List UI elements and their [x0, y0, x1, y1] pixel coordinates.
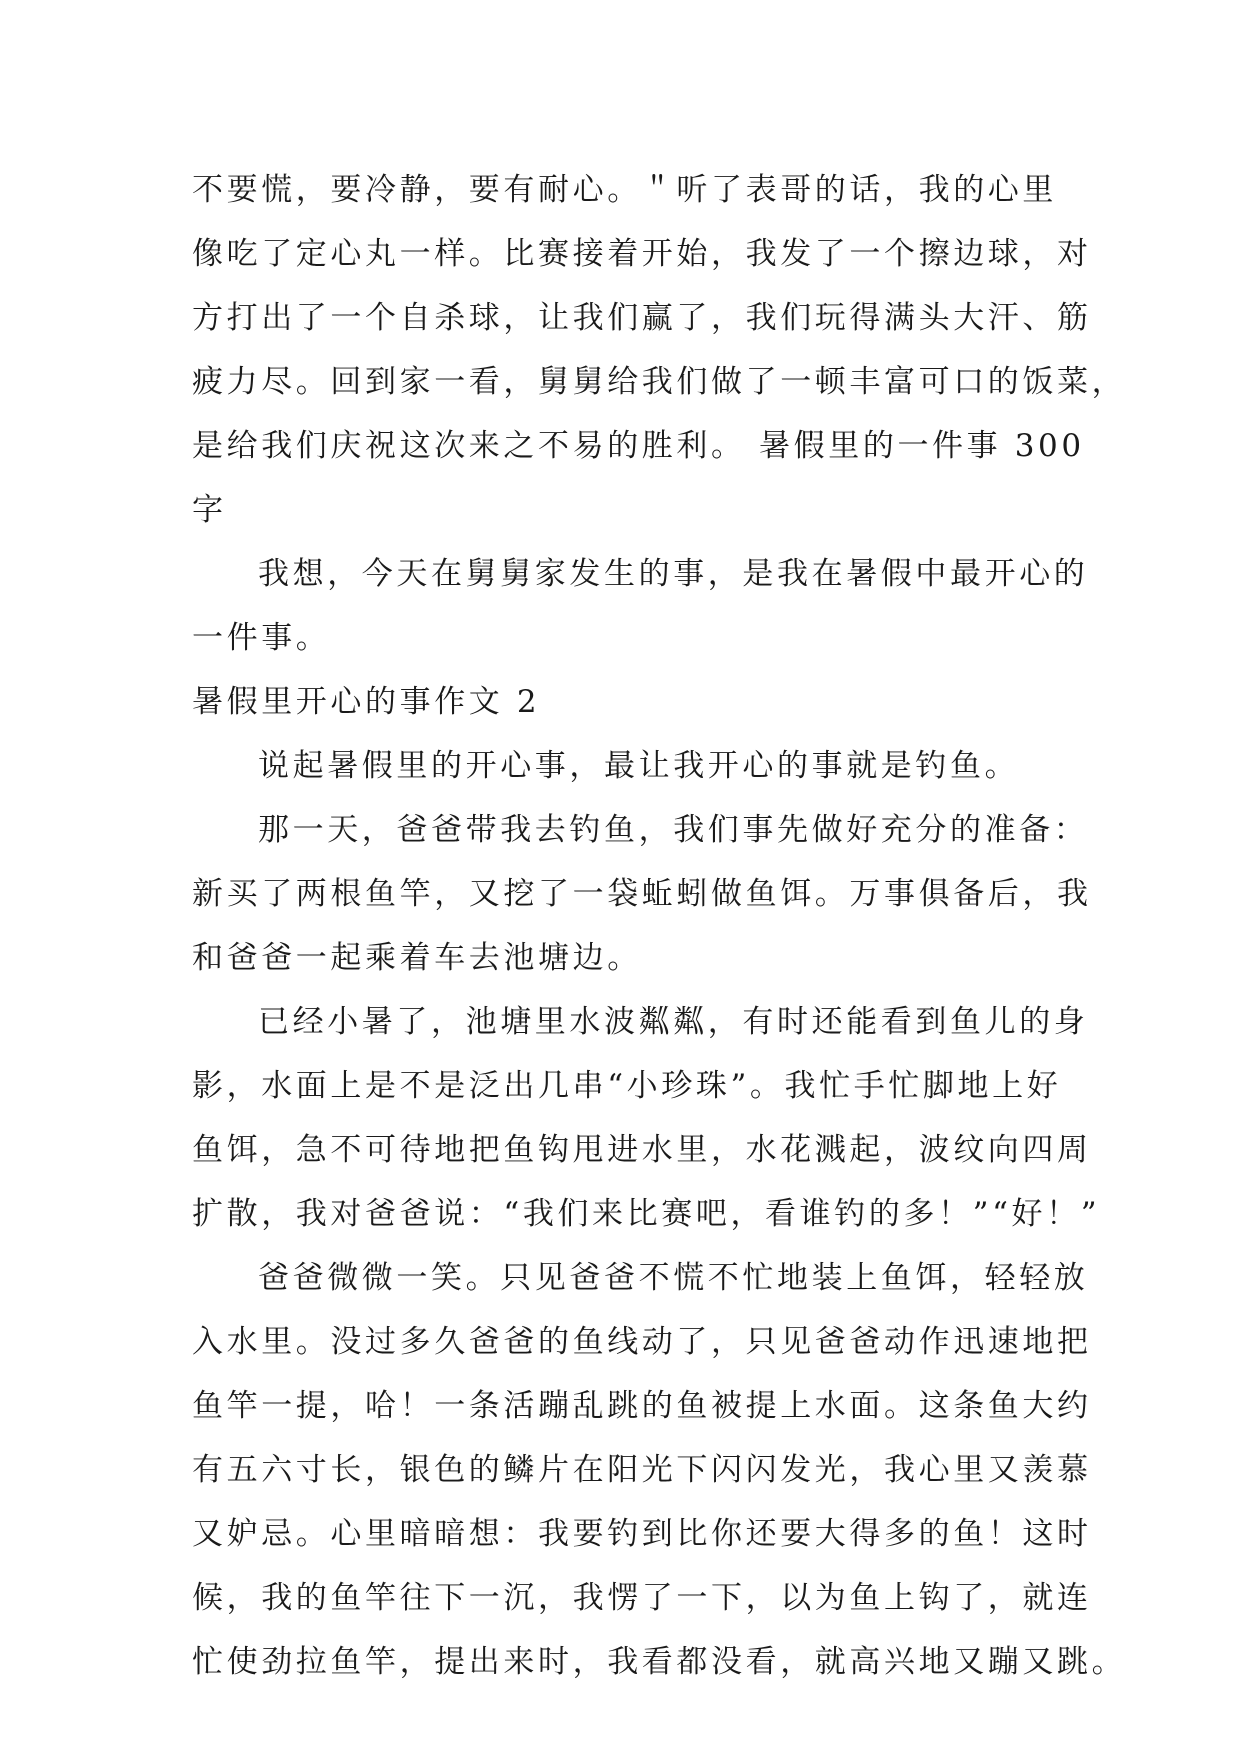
- text-line: 候，我的鱼竿往下一沉，我愣了一下，以为鱼上钩了，就连: [192, 1580, 1092, 1616]
- text-line: 忙使劲拉鱼竿，提出来时，我看都没看，就高兴地又蹦又跳。: [192, 1644, 1127, 1680]
- text-line: 我想，今天在舅舅家发生的事，是我在暑假中最开心的: [258, 556, 1089, 592]
- document-body: [192, 158, 1127, 1694]
- paragraph: [192, 542, 1089, 670]
- text-line: 是给我们庆祝这次来之不易的胜利。 暑假里的一件事 300: [192, 428, 1085, 464]
- text-line: 鱼饵，急不可待地把鱼钩甩进水里，水花溅起，波纹向四周: [192, 1132, 1092, 1168]
- paragraph: [192, 990, 1101, 1246]
- text-line: 和爸爸一起乘着车去池塘边。: [192, 940, 642, 976]
- heading-text: 暑假里开心的事作文 2: [192, 684, 541, 720]
- text-line: 入水里。没过多久爸爸的鱼线动了，只见爸爸动作迅速地把: [192, 1324, 1092, 1360]
- paragraph: [192, 734, 1062, 798]
- text-line: 那一天，爸爸带我去钓鱼，我们事先做好充分的准备：: [258, 812, 1089, 848]
- text-line: 说起暑假里的开心事，最让我开心的事就是钓鱼。: [258, 748, 1020, 784]
- paragraph-continuation: [192, 158, 1127, 542]
- text-line: 扩散，我对爸爸说：“我们来比赛吧，看谁钓的多！”“好！”: [192, 1196, 1101, 1232]
- text-line: 爸爸微微一笑。只见爸爸不慌不忙地装上鱼饵，轻轻放: [258, 1260, 1089, 1296]
- section-heading: [192, 670, 1062, 734]
- text-line: 像吃了定心丸一样。比赛接着开始，我发了一个擦边球，对: [192, 236, 1092, 272]
- text-line: 有五六寸长，银色的鳞片在阳光下闪闪发光，我心里又羡慕: [192, 1452, 1092, 1488]
- text-line: 方打出了一个自杀球，让我们赢了，我们玩得满头大汗、筋: [192, 300, 1092, 336]
- text-line: 影，水面上是不是泛出几串“小珍珠”。我忙手忙脚地上好: [192, 1068, 1062, 1104]
- text-line: 已经小暑了，池塘里水波粼粼，有时还能看到鱼儿的身: [258, 1004, 1089, 1040]
- text-line: 字: [192, 492, 227, 528]
- text-line: 新买了两根鱼竿，又挖了一袋蚯蚓做鱼饵。万事俱备后，我: [192, 876, 1092, 912]
- text-line: 疲力尽。回到家一看，舅舅给我们做了一顿丰富可口的饭菜，: [192, 364, 1127, 400]
- text-line: 不要慌，要冷静，要有耐心。＂听了表哥的话，我的心里: [192, 172, 1057, 208]
- text-line: 又妒忌。心里暗暗想：我要钓到比你还要大得多的鱼！这时: [192, 1516, 1092, 1552]
- paragraph: [192, 798, 1092, 990]
- text-line: 鱼竿一提，哈！一条活蹦乱跳的鱼被提上水面。这条鱼大约: [192, 1388, 1092, 1424]
- paragraph: [192, 1246, 1127, 1694]
- text-line: 一件事。: [192, 620, 331, 656]
